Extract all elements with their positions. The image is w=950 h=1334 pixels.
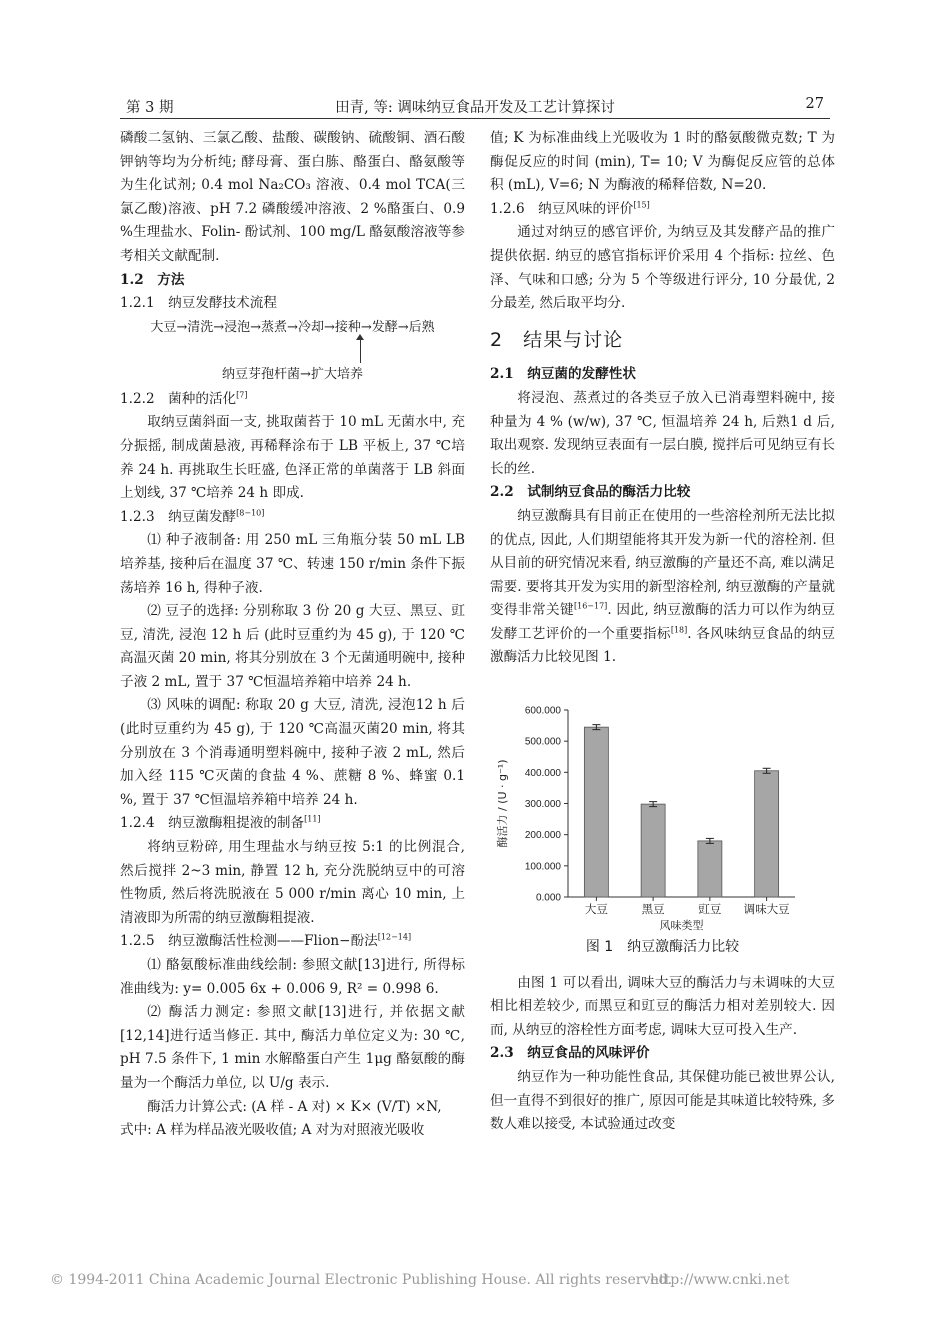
formula-explanation: 式中: A 样为样品液光吸收值; A 对为对照液光吸收 — [120, 1122, 425, 1139]
x-tick-label: 豇豆 — [698, 902, 722, 917]
formula-continued-paragraph: 值; K 为标准曲线上光吸收为 1 时的酪氨酸微克数; T 为酶促反应的时间 (min), T= 10; V 为酶促反应管的总体积 (mL), V=6; N 为酶液的稀释倍数, N=20. — [490, 130, 835, 194]
section-1-2-6-paragraph: 通过对纳豆的感官评价, 为纳豆及其发酵产品的推广提供依据. 纳豆的感官指标评价采用 4 个指标: 拉丝、色泽、气味和口感; 分为 5 个等级进行评分, 10 分最优, 2 分最差, 然后取平均分. — [490, 224, 835, 312]
bean-selection-paragraph: ⑵ 豆子的选择: 分别称取 3 份 20 g 大豆、黑豆、豇豆, 清洗, 浸泡 12 h 后 (此时豆重约为 45 g), 于 120 ℃高温灭菌 20 min, 将其分别放在 3 个无菌通明碗中, 接种子液 2 mL, 置于 37 ℃恒温培养箱中培养 24 h. — [120, 603, 465, 690]
running-title: 田青, 等: 调味纳豆食品开发及工艺计算探讨 — [335, 100, 615, 116]
section-1-2-6-heading — [490, 198, 835, 222]
section-2-2-heading: 2.2 试制纳豆食品的酶活力比较 — [490, 484, 691, 501]
y-tick-label: 0.000 — [535, 892, 561, 904]
text: . 各风味纳豆食品的纳豆激酶活力比较见图 1. — [490, 625, 835, 666]
materials-paragraph: 磷酸二氢钠、三氯乙酸、盐酸、碳酸钠、硫酸铜、酒石酸钾钠等均为分析纯; 酵母膏、蛋白胨、酪蛋白、酪氨酸等为生化试剂; 0.4 mol Na₂CO₃ 溶液、0.4 mol TCA(三氯乙酸)溶液、pH 7.2 磷酸缓冲溶液、2 %酪蛋白、0.9 %生理盐水、Folin- 酚试剂、100 mg/L 酪氨酸溶液等参考相关文献配制. — [120, 130, 465, 264]
citation: [8−10] — [236, 508, 265, 518]
figure-discussion-paragraph: 由图 1 可以看出, 调味大豆的酶活力与未调味的大豆相比相差较少, 而黑豆和豇豆的酶活力相对差别较大. 因而, 从纳豆的溶栓性方面考虑, 调味大豆可投入生产. — [490, 974, 835, 1038]
section-2-3-heading: 2.3 纳豆食品的风味评价 — [490, 1045, 650, 1062]
section-2-3-paragraph: 纳豆作为一种功能性食品, 其保健功能已被世界公认, 但一直得不到很好的推广, 原因可能是其味道比较特殊, 多数人难以接受, 本试验通过改变 — [490, 1069, 835, 1133]
standard-curve-paragraph: ⑴ 酪氨酸标准曲线绘制: 参照文献[13]进行, 所得标准曲线为: y= 0.005 6x + 0.006 9, R² = 0.998 6. — [120, 957, 465, 997]
section-1-2-2-paragraph: 取纳豆菌斜面一支, 挑取菌苔于 10 mL 无菌水中, 充分振摇, 制成菌悬液, 再稀释涂布于 LB 平板上, 37 ℃培养 24 h. 再挑取生长旺盛, 色泽正常的单菌落于 LB 斜面上划线, 37 ℃培养 24 h 即成. — [120, 414, 465, 502]
bar — [584, 727, 608, 897]
y-tick-label: 300.000 — [524, 799, 561, 811]
page-number: 27 — [805, 96, 824, 112]
section-1-2-heading: 1.2 方法 — [120, 271, 185, 288]
section-2-heading: 2 结果与讨论 — [490, 328, 624, 351]
y-tick-label: 200.000 — [524, 830, 561, 842]
enzyme-activity-paragraph: ⑵ 酶活力测定: 参照文献[13]进行, 并依据文献[12,14]进行适当修正. 其中, 酶活力单位定义为: 30 ℃, pH 7.5 条件下, 1 min 水解酪蛋白产生 1μg 酪氨酸的酶量为一个酶活力单位, 以 U/g 表示. — [120, 1004, 465, 1091]
x-tick-label: 黑豆 — [641, 902, 665, 917]
citation: [18] — [670, 625, 688, 635]
figure-1-chart — [490, 682, 835, 932]
section-1-2-2-heading — [120, 388, 465, 412]
copyright-text: © 1994-2011 China Academic Journal Electronic Publishing House. All rights reserved. — [50, 1272, 673, 1288]
text: . 因此, 纳豆激酶的活力可以作为纳豆发酵工艺评价的一个重要指标 — [490, 602, 835, 642]
citation: [11] — [304, 814, 321, 824]
section-2-1-heading: 2.1 纳豆菌的发酵性状 — [490, 366, 636, 383]
x-axis-label: 风味类型 — [659, 919, 704, 933]
citation: [12−14] — [377, 932, 412, 942]
section-1-2-3-heading — [120, 506, 465, 530]
bar — [698, 841, 722, 897]
y-tick-label: 100.000 — [524, 861, 561, 873]
flavor-blending-paragraph: ⑶ 风味的调配: 称取 20 g 大豆, 清洗, 浸泡12 h 后 (此时豆重约为 45 g), 于 120 ℃高温灭菌20 min, 将其分别放在 3 个消毒通明塑料碗中, 接种子液 2 mL, 然后加入经 115 ℃灭菌的食盐 4 %、蔗糖 8 %、蜂蜜 0.1 %, 置于 37 ℃恒温培养箱中培养 24 h. — [120, 697, 465, 808]
figure-caption: 图 1 纳豆激酶活力比较 — [585, 939, 740, 956]
y-tick-label: 600.000 — [524, 705, 561, 717]
section-1-2-4-paragraph: 将纳豆粉碎, 用生理盐水与纳豆按 5:1 的比例混合, 然后搅拌 2~3 min, 静置 12 h, 充分洗脱纳豆中的可溶性物质, 然后将洗脱液在 5 000 r/min 离心 10 min, 上清液即为所需的纳豆激酶粗提液. — [120, 839, 465, 926]
bar — [641, 804, 665, 897]
heading-text: 1.2.5 纳豆激酶活性检测——Flion−酚法 — [120, 933, 378, 950]
section-1-2-5-heading — [120, 930, 465, 954]
bar — [755, 771, 779, 897]
section-2-1-paragraph: 将浸泡、蒸煮过的各类豆子放入已消毒塑料碗中, 接种量为 4 % (w/w), 37 ℃, 恒温培养 24 h, 后熟1 d 后, 取出观察. 发现纳豆表面有一层白膜, 搅拌后可见纳豆有长长的丝. — [490, 389, 835, 477]
section-1-2-1-heading: 1.2.1 纳豆发酵技术流程 — [120, 295, 277, 312]
y-tick-label: 400.000 — [524, 767, 561, 779]
y-axis-label: 酶活力 / (U · g⁻¹) — [496, 759, 509, 848]
heading-text: 1.2.2 菌种的活化 — [120, 390, 237, 407]
citation: [16−17] — [574, 601, 608, 611]
right-column — [490, 127, 835, 1137]
bar-chart — [490, 682, 835, 932]
left-column — [120, 127, 465, 1143]
cnki-link[interactable]: http://www.cnki.net — [650, 1272, 790, 1288]
flow-main-line: 大豆→清洗→浸泡→蒸煮→冷却→接种→发酵→后熟 — [150, 319, 435, 335]
formula-line: 酶活力计算公式: (A 样 - A 对) × K× (V/T) ×N, — [147, 1098, 442, 1115]
x-tick-label: 调味大豆 — [743, 902, 790, 917]
flow-connector — [360, 337, 361, 363]
heading-text: 1.2.3 纳豆菌发酵 — [120, 508, 237, 525]
heading-text: 1.2.4 纳豆激酶粗提液的制备 — [120, 815, 305, 832]
issue-number: 第 3 期 — [126, 100, 174, 116]
copyright-footer — [50, 1272, 870, 1288]
text: 纳豆激酶具有目前正在使用的一些溶栓剂所无法比拟的优点, 因此, 人们期望能将其开发为新一代的溶栓剂. 但从目前的研究情况来看, 纳豆激酶的产量还不高, 难以满足需要. 要将其开发为实用的新型溶栓剂, 纳豆激酶的产量就变得非常关键 — [490, 507, 835, 619]
running-header — [120, 96, 830, 119]
heading-text: 1.2.6 纳豆风味的评价 — [490, 200, 634, 217]
y-tick-label: 500.000 — [524, 736, 561, 748]
x-tick-label: 大豆 — [584, 902, 608, 917]
flow-sub-line: 纳豆芽孢杆菌→扩大培养 — [222, 366, 363, 382]
citation: [15] — [633, 200, 650, 210]
process-flow-diagram — [120, 316, 465, 388]
citation: [7] — [236, 390, 248, 400]
section-2-2-paragraph — [490, 505, 835, 670]
section-1-2-4-heading — [120, 812, 465, 836]
seed-liquid-paragraph: ⑴ 种子液制备: 用 250 mL 三角瓶分装 50 mL LB 培养基, 接种后在温度 37 ℃、转速 150 r/min 条件下振荡培养 16 h, 得种子液. — [120, 532, 465, 596]
